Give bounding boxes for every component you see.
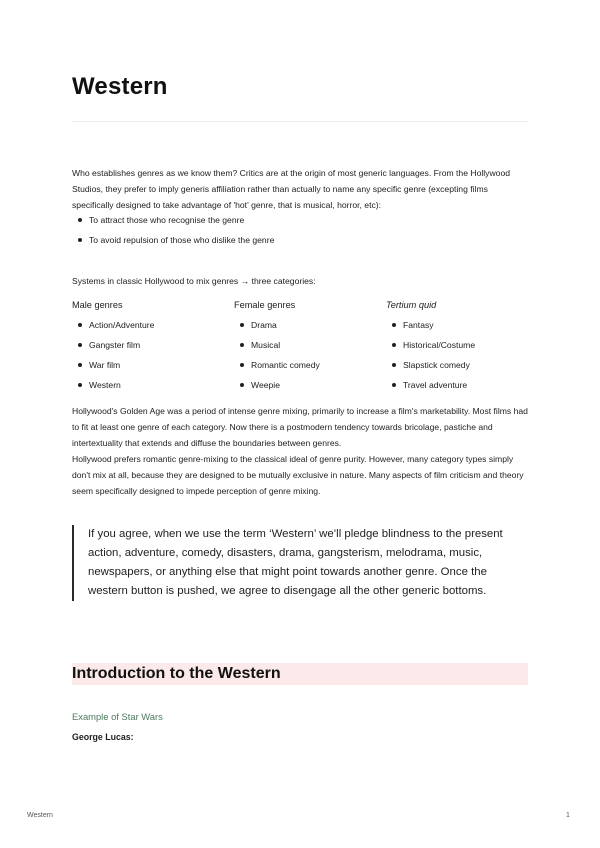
list-item: To attract those who recognise the genre: [72, 210, 528, 230]
footer-title: Western: [27, 812, 53, 819]
page-title: Western: [72, 73, 168, 100]
list-item: Gangster film: [72, 335, 222, 355]
category-heading: Tertium quid: [386, 300, 437, 310]
list-item: Musical: [234, 335, 384, 355]
purity-paragraph: Hollywood prefers romantic genre-mixing to the classical ideal of genre purity. However, many category types simply don't mix at all, because they are designed to be mutually exclusive in nature. Many aspects of film criticism and theory seem specifically designed to impede perception of genre mixing.: [72, 454, 524, 496]
intro-paragraph: Who establishes genres as we know them? Critics are at the origin of most generic languages. From the Hollywood Studios, they prefer to imply generis affiliation rather than actually to name any specific genre (excepting films specifically designed to take advantage of 'hot' genre, that is musical, horror, etc):: [72, 168, 511, 210]
subheading: Example of Star Wars: [72, 711, 163, 722]
list-item: Western: [72, 375, 222, 395]
section-heading: Introduction to the Western: [72, 665, 281, 682]
list-item: Slapstick comedy: [386, 355, 536, 375]
systems-line: Systems in classic Hollywood to mix genres → three categories:: [72, 276, 316, 286]
list-item: Historical/Costume: [386, 335, 536, 355]
title-divider: [72, 121, 528, 122]
list-item: Fantasy: [386, 315, 536, 335]
list-item: Romantic comedy: [234, 355, 384, 375]
page-number: 1: [566, 812, 570, 819]
quote-text: If you agree, when we use the term ‘Western’ we’ll pledge blindness to the present action, adventure, comedy, disasters, drama, gangsterism, melodrama, music, newspapers, or anything else that might point towards another genre. Once the western button is pushed, we agree to disengage all the other generic bottoms.: [88, 528, 503, 597]
list-item: To avoid repulsion of those who dislike the genre: [72, 230, 528, 250]
category-column-tertium: [386, 297, 536, 395]
list-item: Action/Adventure: [72, 315, 222, 335]
list-item: Weepie: [234, 375, 384, 395]
list-item: Travel adventure: [386, 375, 536, 395]
list-item: Drama: [234, 315, 384, 335]
section-heading-block: [72, 663, 528, 685]
category-column-male: [72, 297, 222, 395]
author-line: George Lucas:: [72, 732, 134, 742]
block-quote: [72, 525, 528, 601]
list-item: War film: [72, 355, 222, 375]
category-heading: Male genres: [72, 300, 123, 310]
intro-bullet-list: [72, 210, 528, 250]
golden-age-paragraph: Hollywood's Golden Age was a period of intense genre mixing, primarily to increase a film's marketability. Most films had to fit at least one genre of each category. Now there is a postmodern tendency towards bricolage, pastiche and intertextuality that extends and diffuse the boundaries between genres.: [72, 406, 528, 448]
category-column-female: [234, 297, 384, 395]
category-heading: Female genres: [234, 300, 296, 310]
